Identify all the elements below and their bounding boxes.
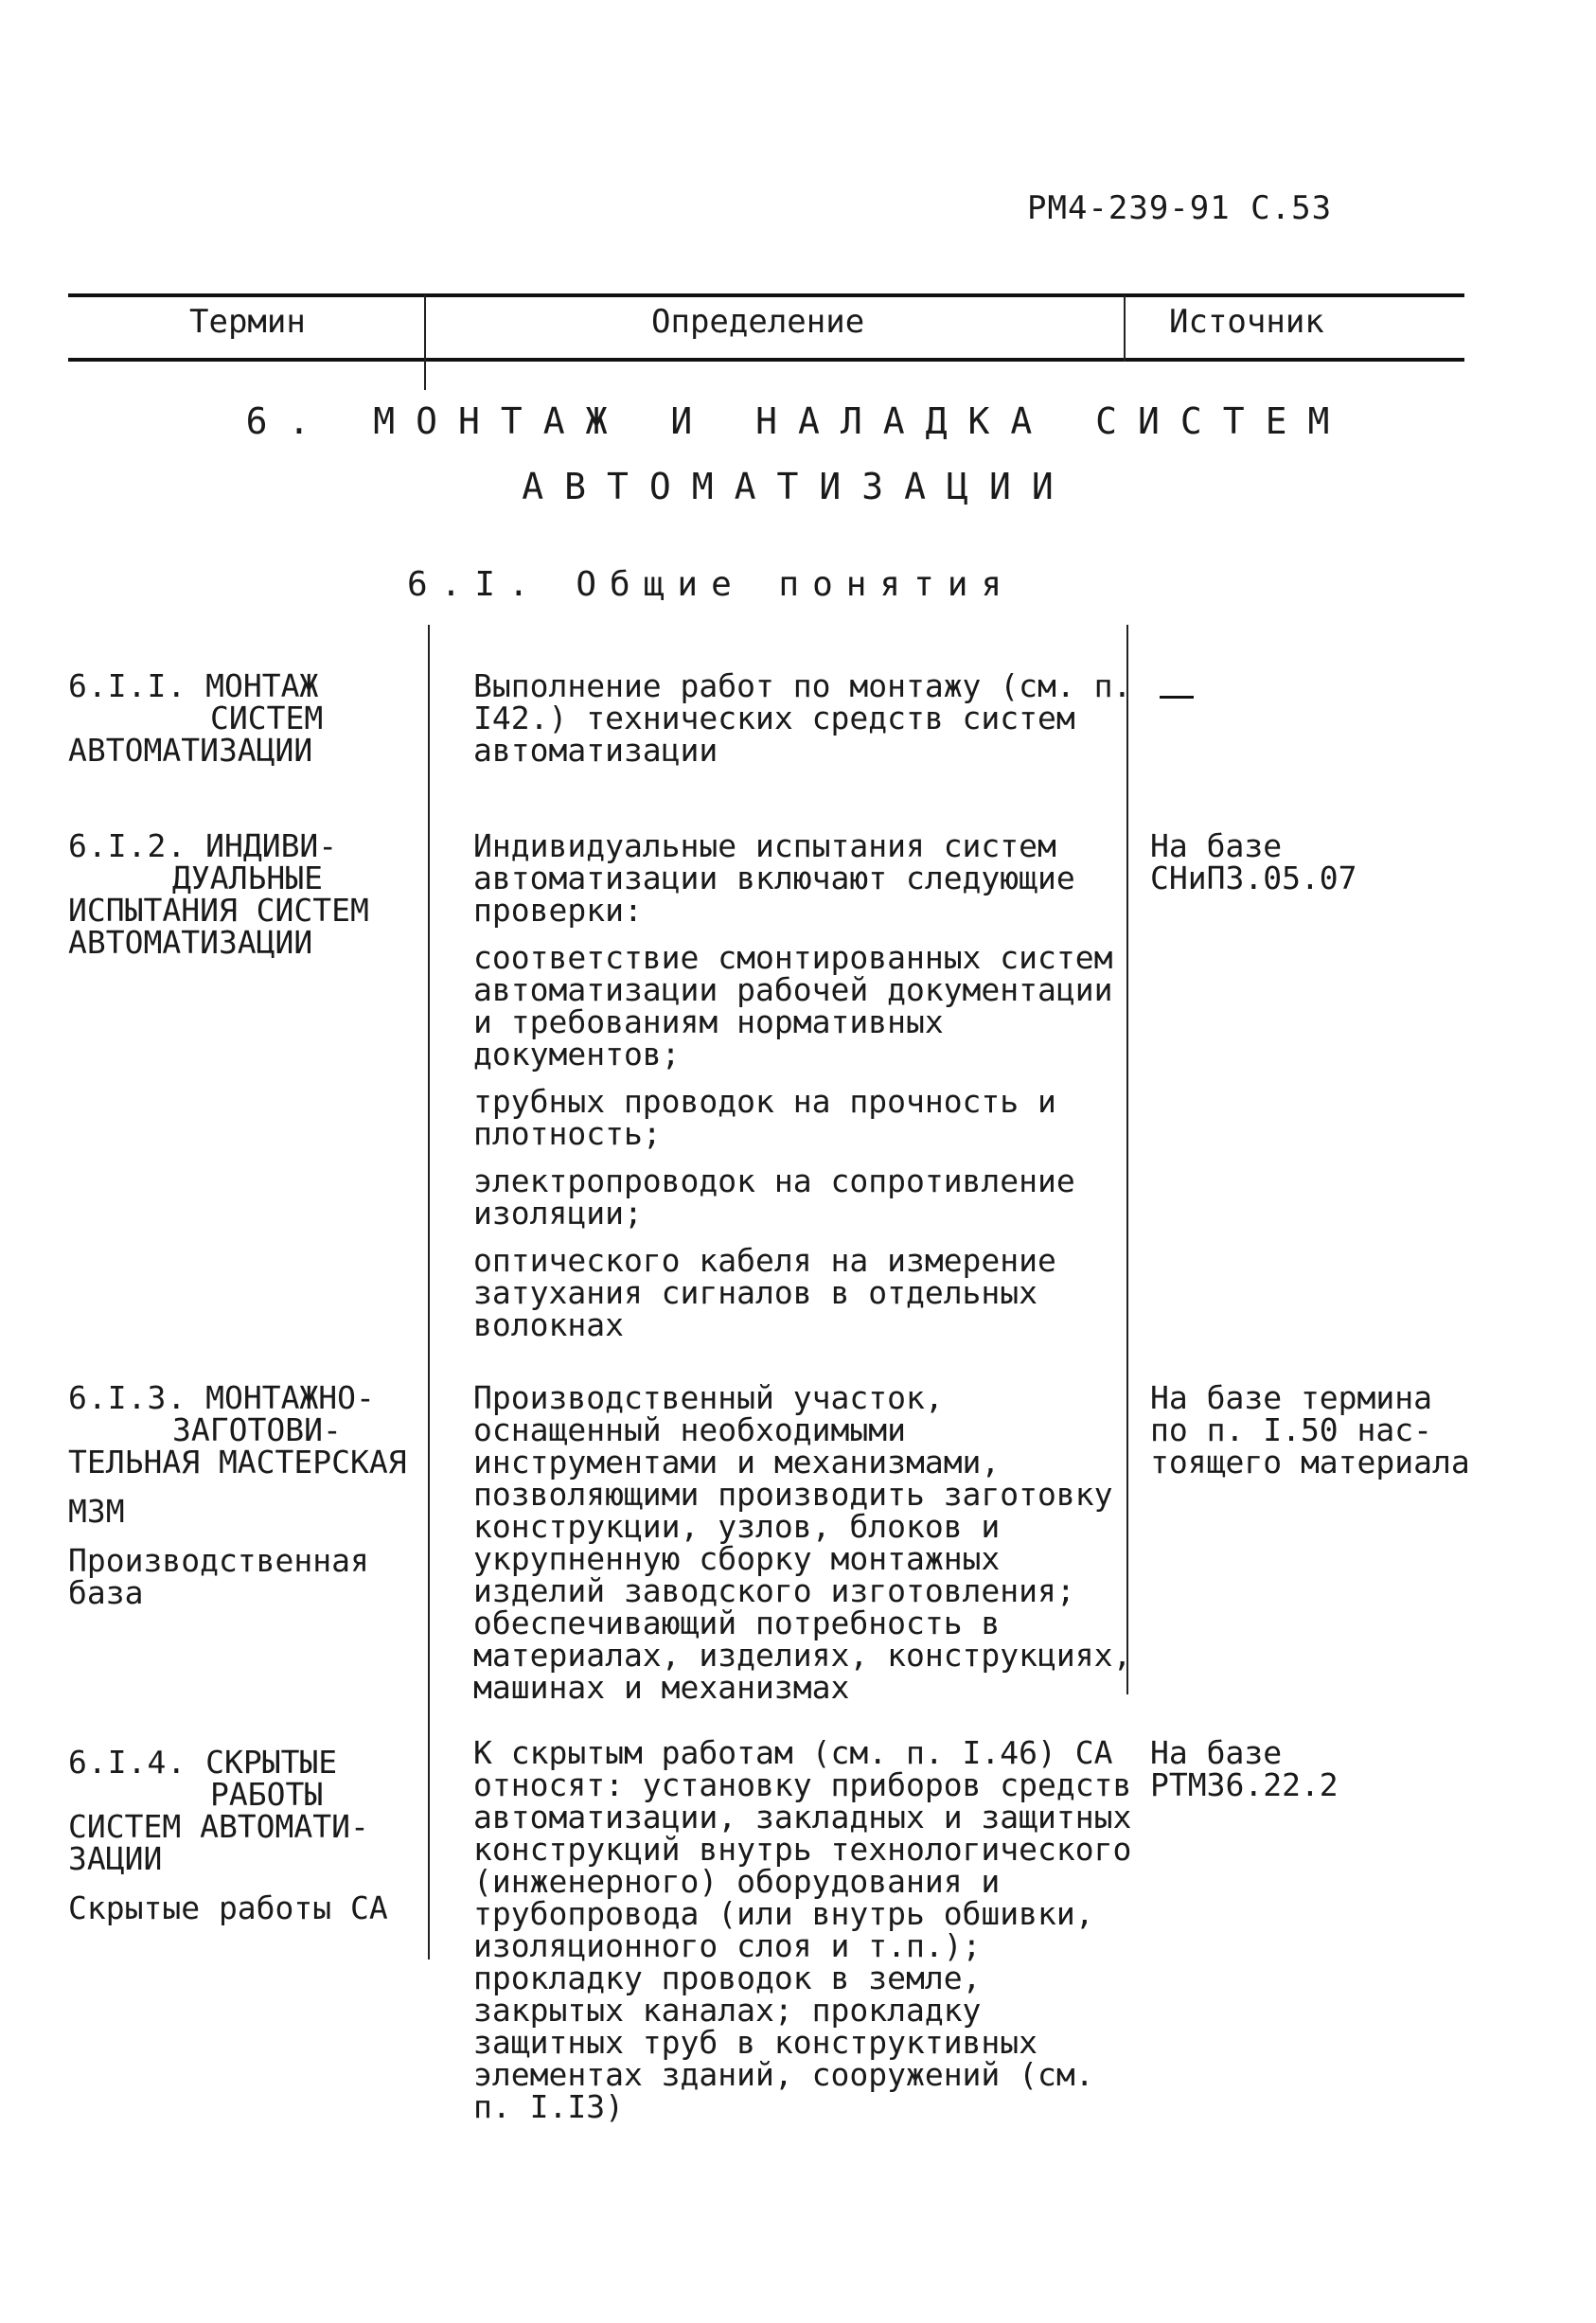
definition-entry xyxy=(473,667,1136,782)
source-entry: На базе РТМ36.22.2 xyxy=(1150,1734,1339,1803)
definition-entry xyxy=(473,827,1136,1357)
term-entry: 6.I.4. СКРЫТЫЕ РАБОТЫ СИСТЕМ АВТОМАТИ- ЗАЦИИ Скрытые работы СА xyxy=(68,1747,442,1924)
source-entry: На базе термина по п. I.50 нас- тоящего материала xyxy=(1150,1379,1470,1481)
column-separator xyxy=(424,295,426,390)
term-entry: 6.I.3. МОНТАЖНО- ЗАГОТОВИ- ТЕЛЬНАЯ МАСТЕРСКАЯ МЗМ Производственная база xyxy=(68,1382,442,1609)
term-synonym: Скрытые работы СА xyxy=(68,1889,388,1926)
source-empty-dash xyxy=(1160,696,1194,699)
definition-paragraph: соответствие смонтированных систем автоматизации рабочей документации и требованиям нормативных документов; xyxy=(473,939,1113,1073)
definition-paragraph: оптического кабеля на измерение затухания сигналов в отдельных волокнах xyxy=(473,1242,1056,1343)
definition-paragraph: электропроводок на сопротивление изоляции; xyxy=(473,1162,1075,1232)
term-synonym: Производственная база xyxy=(68,1542,369,1611)
section-title: 6. МОНТАЖ И НАЛАДКА СИСТЕМ xyxy=(245,400,1351,442)
column-separator xyxy=(1124,295,1126,362)
column-header-source: Источник xyxy=(1169,303,1324,341)
definition-paragraph: К скрытым работам (см. п. I.46) СА относят: установку приборов средств автоматизации, закладных и защитных конструкций внутрь технологического (инженерного) оборудования и трубопровода (или внутрь обшивки, изоляционного слоя и т.п.); прокладку проводок в земле, закрытых каналах; прокладку защитных труб в конструктивных элементах зданий, сооружений (см. п. I.I3) xyxy=(473,1734,1132,2125)
column-header-term: Термин xyxy=(189,303,306,341)
definition-entry xyxy=(473,1734,1136,2138)
section-title-continued: АВТОМАТИЗАЦИИ xyxy=(522,466,1074,507)
column-header-definition: Определение xyxy=(651,303,865,341)
term-entry: 6.I.2. ИНДИВИ- ДУАЛЬНЫЕ ИСПЫТАНИЯ СИСТЕМ АВТОМАТИЗАЦИИ xyxy=(68,827,369,961)
definition-paragraph: Выполнение работ по монтажу (см. п. I42.) технических средств систем автоматизации xyxy=(473,667,1132,769)
definition-paragraph: Производственный участок, оснащенный необходимыми инструментами и механизмами, позволяющими производить заготовку конструкции, узлов, блоков и укрупненную сборку монтажных изделий заводского изготовления; обеспечивающий потребность в материалах, изделиях, конструкциях, машинах и механизмах xyxy=(473,1379,1132,1706)
table-header-rule xyxy=(68,358,1464,362)
source-entry: На базе СНиП3.05.07 xyxy=(1150,827,1357,896)
definition-entry xyxy=(473,1379,1136,1719)
table-top-rule xyxy=(68,293,1464,297)
term-entry: 6.I.I. МОНТАЖ СИСТЕМ АВТОМАТИЗАЦИИ xyxy=(68,667,324,769)
document-reference: РМ4-239-91 С.53 xyxy=(1027,189,1333,227)
definition-paragraph: трубных проводок на прочность и плотность; xyxy=(473,1083,1056,1152)
definition-paragraph: Индивидуальные испытания систем автоматизации включают следующие проверки: xyxy=(473,827,1075,929)
subsection-title: 6.I. Общие понятия xyxy=(407,565,1016,604)
